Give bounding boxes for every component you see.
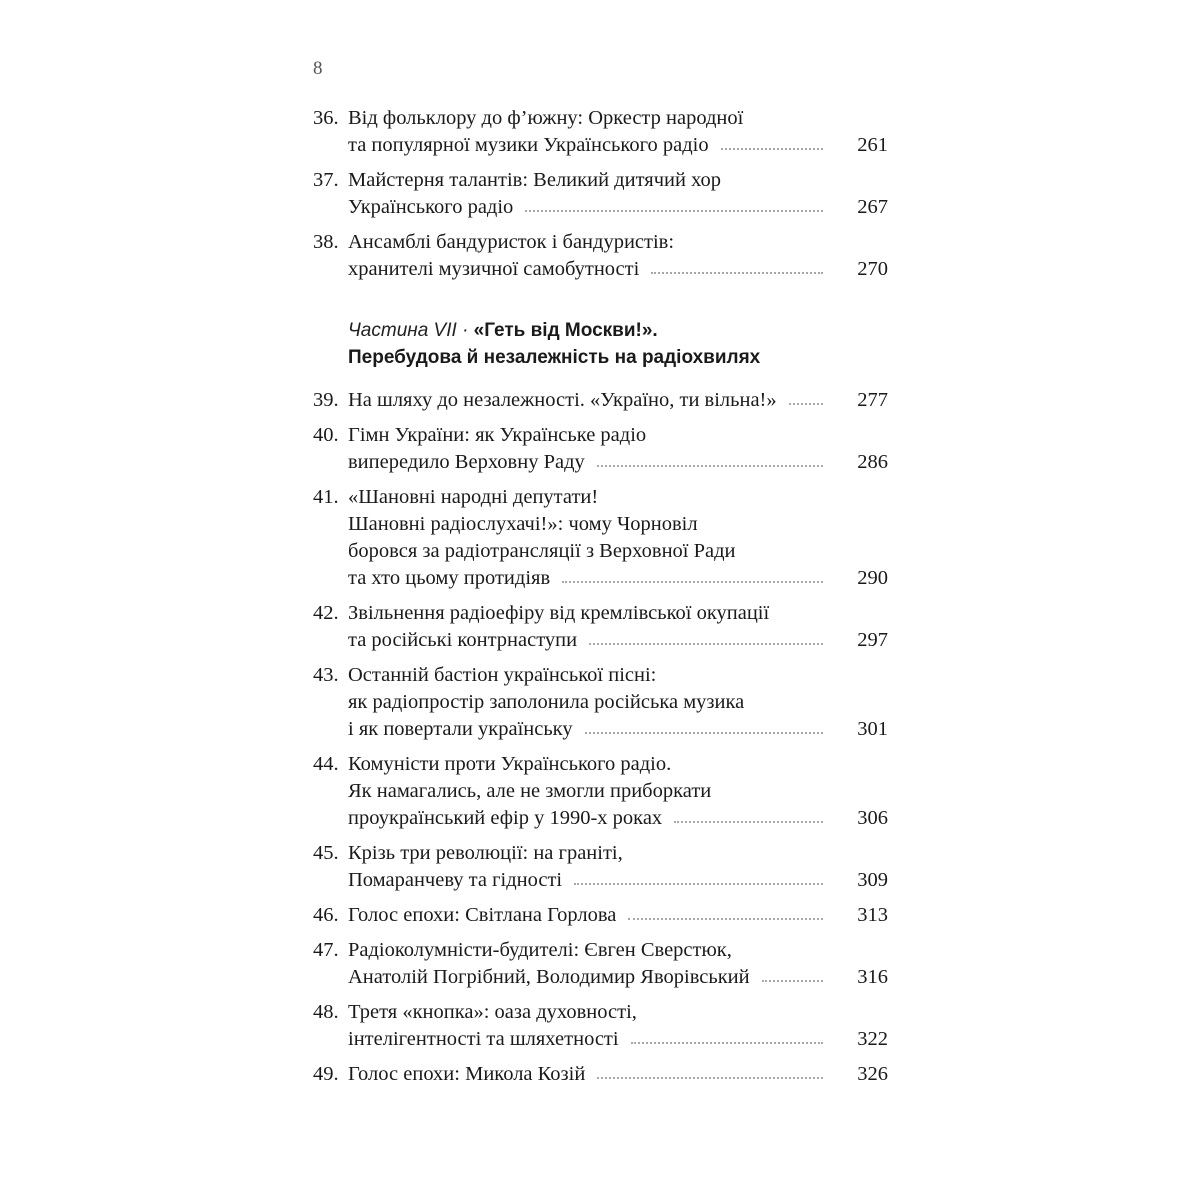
part-heading	[348, 317, 888, 371]
entry-title	[348, 999, 888, 1053]
entry-title	[348, 422, 888, 476]
toc-entry[interactable]	[313, 387, 888, 414]
entry-title	[348, 484, 888, 592]
entry-title-line: Крізь три революції: на граніті,	[348, 842, 623, 864]
entry-title	[348, 105, 888, 159]
entry-page-number: 297	[857, 629, 888, 651]
entry-number: 38.	[313, 231, 339, 253]
entry-number: 46.	[313, 904, 339, 926]
entry-title-line: випередило Верховну Раду	[348, 451, 585, 473]
entry-title-line: хранителі музичної самобутності	[348, 258, 640, 280]
entry-title-line: проукраїнський ефір у 1990-х роках	[348, 807, 663, 829]
dot-leader	[589, 641, 823, 645]
entry-title-line: Гімн України: як Українське радіо	[348, 424, 647, 446]
dot-leader	[651, 270, 823, 274]
toc-entry[interactable]	[313, 662, 888, 743]
entry-page-number: 309	[857, 869, 888, 891]
entry-page-number: 316	[857, 966, 888, 988]
entry-title-line: Шановні радіослухачі!»: чому Чорновіл	[348, 513, 698, 535]
toc-entry[interactable]	[313, 937, 888, 991]
toc-entry[interactable]	[313, 600, 888, 654]
entry-page-number: 313	[857, 904, 888, 926]
toc-entry[interactable]	[313, 229, 888, 283]
entry-title-line: боровся за радіотрансляції з Верховної Ради	[348, 540, 736, 562]
entry-title-line: Останній бастіон української пісні:	[348, 664, 657, 686]
entry-title-line: інтелігентності та шляхетності	[348, 1028, 619, 1050]
dot-leader	[597, 463, 823, 467]
entry-title-line: Голос епохи: Микола Козій	[348, 1063, 586, 1085]
toc-entry[interactable]	[313, 840, 888, 894]
entry-number: 47.	[313, 939, 339, 961]
toc-group-after	[313, 387, 888, 1088]
entry-title-line: Як намагались, але не змогли приборкати	[348, 780, 712, 802]
entry-number: 39.	[313, 389, 339, 411]
entry-page-number: 301	[857, 718, 888, 740]
toc-entry[interactable]	[313, 422, 888, 476]
entry-title-line: Майстерня талантів: Великий дитячий хор	[348, 169, 722, 191]
entry-page-number: 306	[857, 807, 888, 829]
part-title-line-2: Перебудова й незалежність на радіохвилях	[348, 347, 761, 368]
dot-leader	[628, 916, 823, 920]
entry-title-line: Радіоколумністи-будителі: Євген Сверстюк,	[348, 939, 732, 961]
entry-page-number: 261	[857, 134, 888, 156]
toc-entry[interactable]	[313, 484, 888, 592]
part-label: Частина VII ·	[348, 320, 474, 341]
entry-title-line: Голос епохи: Світлана Горлова	[348, 904, 617, 926]
toc-entry[interactable]	[313, 902, 888, 929]
entry-title	[348, 167, 888, 221]
entry-page-number: 286	[857, 451, 888, 473]
entry-title-line: На шляху до незалежності. «Україно, ти вільна!»	[348, 389, 777, 411]
page-number: 8	[313, 58, 323, 79]
entry-title-line: Ансамблі бандуристок і бандуристів:	[348, 231, 675, 253]
entry-number: 43.	[313, 664, 339, 686]
entry-title	[348, 937, 888, 991]
toc-entry[interactable]	[313, 1061, 888, 1088]
toc-entry[interactable]	[313, 751, 888, 832]
dot-leader	[762, 978, 823, 982]
entry-title-line: і як повертали українську	[348, 718, 573, 740]
entry-number: 36.	[313, 107, 339, 129]
entry-title	[348, 840, 888, 894]
entry-title-line: Від фольклору до ф’южну: Оркестр народної	[348, 107, 744, 129]
entry-number: 37.	[313, 169, 339, 191]
entry-title-line: та російські контрнаступи	[348, 629, 578, 651]
dot-leader	[525, 208, 823, 212]
dot-leader	[721, 146, 823, 150]
entry-page-number: 277	[857, 389, 888, 411]
toc-entry[interactable]	[313, 167, 888, 221]
dot-leader	[597, 1075, 823, 1079]
entry-number: 42.	[313, 602, 339, 624]
entry-title-line: Звільнення радіоефіру від кремлівської окупації	[348, 602, 770, 624]
entry-number: 40.	[313, 424, 339, 446]
dot-leader	[789, 401, 823, 405]
entry-number: 48.	[313, 1001, 339, 1023]
entry-title-line: Комуністи проти Українського радіо.	[348, 753, 672, 775]
entry-title-line: Українського радіо	[348, 196, 514, 218]
entry-title-line: та популярної музики Українського радіо	[348, 134, 709, 156]
entry-page-number: 267	[857, 196, 888, 218]
entry-title-line: Помаранчеву та гідності	[348, 869, 563, 891]
dot-leader	[585, 730, 823, 734]
entry-number: 44.	[313, 753, 339, 775]
entry-title-line: «Шановні народні депутати!	[348, 486, 599, 508]
dot-leader	[674, 819, 823, 823]
entry-page-number: 290	[857, 567, 888, 589]
entry-page-number: 326	[857, 1063, 888, 1085]
entry-title-line: Анатолій Погрібний, Володимир Яворівський	[348, 966, 750, 988]
entry-title-line: Третя «кнопка»: оаза духовності,	[348, 1001, 637, 1023]
dot-leader	[631, 1040, 823, 1044]
table-of-contents	[313, 105, 888, 1096]
entry-page-number: 322	[857, 1028, 888, 1050]
entry-number: 41.	[313, 486, 339, 508]
dot-leader	[562, 579, 823, 583]
toc-entry[interactable]	[313, 105, 888, 159]
entry-title-line: як радіопростір заполонила російська музика	[348, 691, 745, 713]
toc-entry[interactable]	[313, 999, 888, 1053]
entry-number: 45.	[313, 842, 339, 864]
part-title-line-1: «Геть від Москви!».	[473, 320, 658, 341]
entry-number: 49.	[313, 1063, 339, 1085]
entry-page-number: 270	[857, 258, 888, 280]
dot-leader	[574, 881, 823, 885]
entry-title	[348, 600, 888, 654]
toc-group-before	[313, 105, 888, 283]
entry-title	[348, 229, 888, 283]
entry-title-line: та хто цьому протидіяв	[348, 567, 551, 589]
